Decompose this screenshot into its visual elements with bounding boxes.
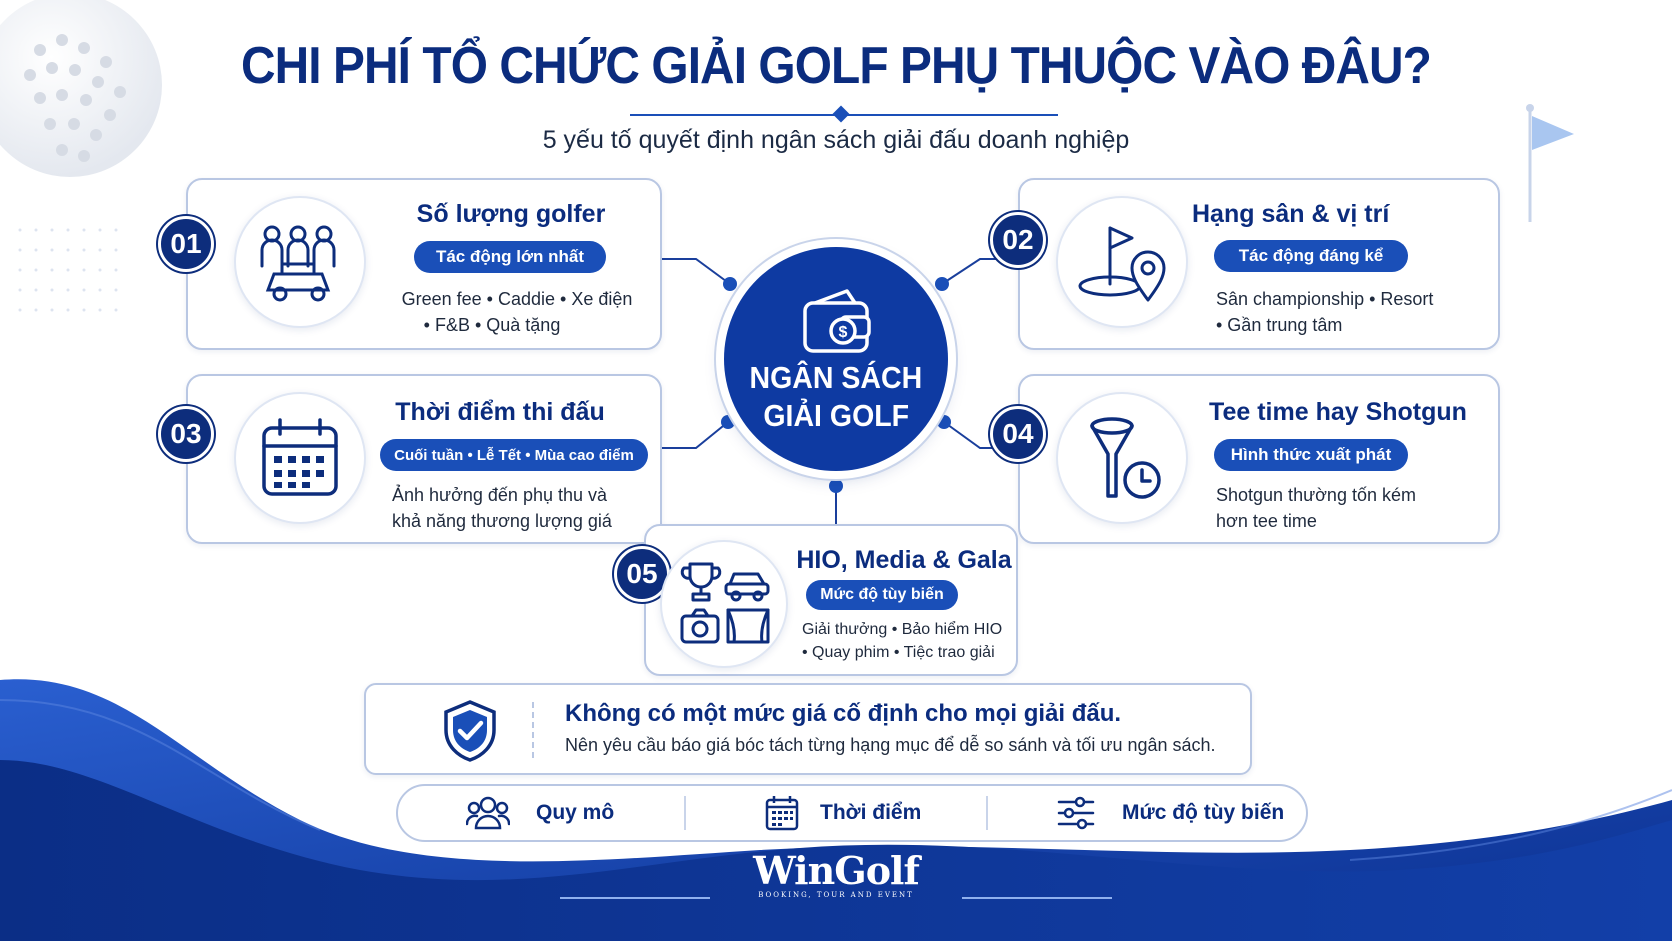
page-title: CHI PHÍ TỔ CHỨC GIẢI GOLF PHỤ THUỘC VÀO ĐÂU?	[241, 37, 1431, 95]
factor-number-03: 03	[158, 406, 214, 462]
svg-text:$: $	[838, 324, 848, 341]
note-title: Không có một mức giá cố định cho mọi giải đấu.	[565, 700, 1122, 727]
note-divider	[532, 702, 534, 758]
factor-number-05: 05	[614, 546, 670, 602]
people-icon	[466, 794, 510, 837]
sliders-icon	[1056, 794, 1096, 837]
wallet-icon	[797, 283, 875, 359]
factor-icon-04	[1056, 392, 1188, 524]
factor-title-03: Thời điểm thi đấu	[395, 398, 605, 426]
trophy-car-camera-stage-icon	[676, 556, 772, 652]
factor-title-04: Tee time hay Shotgun	[1209, 398, 1467, 426]
wingolf-logo	[736, 848, 936, 899]
factor-number-04: 04	[990, 406, 1046, 462]
shield-check-icon	[440, 698, 500, 769]
summary-label-timing: Thời điểm	[820, 801, 922, 824]
factor-icon-05	[660, 540, 788, 668]
factor-text-01b: • F&B • Quà tặng	[423, 315, 561, 335]
factor-text-02a: Sân championship • Resort	[1216, 289, 1434, 309]
golfers-cart-icon	[252, 214, 348, 310]
factor-text-02b: • Gần trung tâm	[1216, 315, 1343, 335]
factor-pill-05: Mức độ tùy biến	[806, 580, 958, 610]
factor-title-01: Số lượng golfer	[416, 200, 606, 228]
brand-name: WinGolf	[753, 848, 919, 893]
summary-divider	[986, 796, 988, 830]
factor-icon-01	[234, 196, 366, 328]
budget-hub	[724, 247, 948, 471]
factor-text-04b: hơn tee time	[1216, 511, 1317, 531]
summary-label-scale: Quy mô	[536, 801, 615, 824]
pin-flag-icon	[1526, 104, 1574, 222]
brand-tagline: BOOKING, TOUR AND EVENT	[758, 891, 914, 899]
factor-icon-02	[1056, 196, 1188, 328]
factor-text-03b: khả năng thương lượng giá	[392, 511, 612, 531]
factor-number-01: 01	[158, 216, 214, 272]
summary-divider	[684, 796, 686, 830]
hub-label-line1: NGÂN SÁCH	[749, 360, 923, 395]
factor-text-01a: Green fee • Caddie • Xe điện	[401, 289, 633, 309]
hub-label-line2: GIẢI GOLF	[763, 398, 909, 433]
factor-text-04a: Shotgun thường tốn kém	[1216, 485, 1416, 505]
page-subtitle: 5 yếu tố quyết định ngân sách giải đấu doanh nghiệp	[542, 126, 1130, 154]
calendar-small-icon	[764, 794, 800, 837]
factor-text-05b: • Quay phim • Tiệc trao giải	[802, 644, 995, 661]
factor-pill-04: Hình thức xuất phát	[1214, 439, 1408, 471]
factor-pill-01: Tác động lớn nhất	[414, 241, 606, 273]
factor-icon-03	[234, 392, 366, 524]
tee-clock-icon	[1074, 410, 1170, 506]
factor-text-03a: Ảnh hưởng đến phụ thu và	[392, 485, 608, 505]
summary-label-customization: Mức độ tùy biến	[1122, 801, 1285, 824]
factor-number-02: 02	[990, 212, 1046, 268]
factor-title-02: Hạng sân & vị trí	[1192, 200, 1390, 228]
factor-text-05a: Giải thưởng • Bảo hiểm HIO	[802, 621, 1003, 638]
factor-pill-02: Tác động đáng kể	[1214, 240, 1408, 272]
factor-title-05: HIO, Media & Gala	[796, 546, 1012, 574]
flag-location-icon	[1074, 214, 1170, 310]
calendar-icon	[256, 414, 344, 502]
note-text: Nên yêu cầu báo giá bóc tách từng hạng mục để dễ so sánh và tối ưu ngân sách.	[565, 735, 1216, 755]
factor-pill-03: Cuối tuần • Lễ Tết • Mùa cao điểm	[380, 439, 648, 471]
